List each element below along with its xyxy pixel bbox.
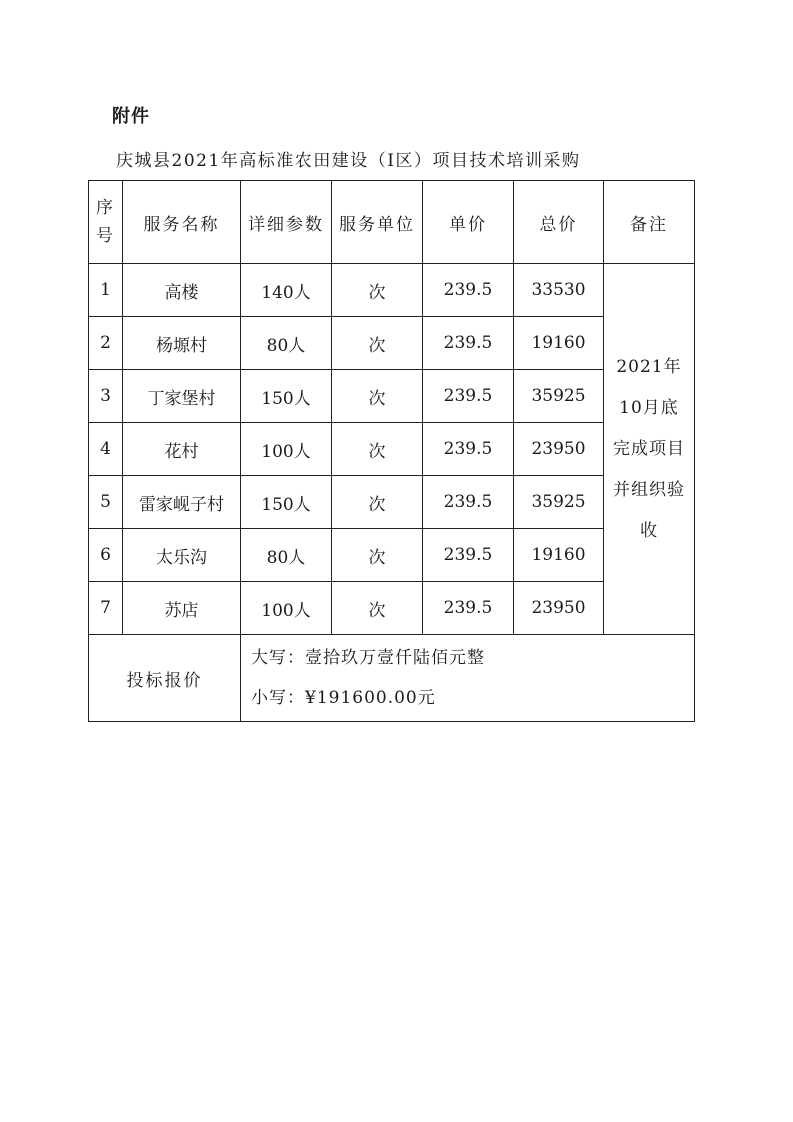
cell-total: 19160	[514, 317, 604, 370]
cell-unit: 次	[332, 370, 423, 423]
remark-cell: 2021年 10月底 完成项目 并组织验 收	[604, 264, 695, 635]
cell-unit: 次	[332, 476, 423, 529]
header-unit-price: 单价	[423, 181, 514, 264]
procurement-table	[88, 180, 695, 722]
header-total-price: 总价	[514, 181, 604, 264]
cell-price: 239.5	[423, 582, 514, 635]
cell-seq: 6	[89, 529, 123, 582]
header-service-name: 服务名称	[123, 181, 241, 264]
cell-total: 23950	[514, 582, 604, 635]
cell-unit: 次	[332, 529, 423, 582]
table-header-row	[89, 181, 695, 264]
cell-details: 100人	[241, 582, 332, 635]
cell-name: 丁家堡村	[123, 370, 241, 423]
bid-row	[89, 635, 695, 722]
cell-details: 80人	[241, 529, 332, 582]
cell-details: 100人	[241, 423, 332, 476]
cell-price: 239.5	[423, 476, 514, 529]
cell-unit: 次	[332, 317, 423, 370]
header-details: 详细参数	[241, 181, 332, 264]
cell-unit: 次	[332, 264, 423, 317]
bid-uppercase: 大写：壹拾玖万壹仟陆佰元整	[251, 648, 485, 668]
cell-unit: 次	[332, 423, 423, 476]
cell-price: 239.5	[423, 529, 514, 582]
bid-label: 投标报价	[89, 635, 241, 722]
attachment-label: 附件	[112, 106, 150, 127]
cell-name: 苏店	[123, 582, 241, 635]
cell-seq: 1	[89, 264, 123, 317]
cell-total: 33530	[514, 264, 604, 317]
cell-unit: 次	[332, 582, 423, 635]
cell-name: 高楼	[123, 264, 241, 317]
cell-name: 雷家岘子村	[123, 476, 241, 529]
cell-total: 35925	[514, 370, 604, 423]
cell-price: 239.5	[423, 264, 514, 317]
header-unit: 服务单位	[332, 181, 423, 264]
cell-price: 239.5	[423, 423, 514, 476]
cell-price: 239.5	[423, 370, 514, 423]
cell-details: 140人	[241, 264, 332, 317]
header-seq: 序 号	[89, 181, 123, 264]
cell-seq: 3	[89, 370, 123, 423]
cell-total: 23950	[514, 423, 604, 476]
cell-details: 150人	[241, 370, 332, 423]
cell-seq: 7	[89, 582, 123, 635]
cell-details: 150人	[241, 476, 332, 529]
cell-total: 19160	[514, 529, 604, 582]
cell-name: 太乐沟	[123, 529, 241, 582]
cell-name: 花村	[123, 423, 241, 476]
bid-amount-cell	[241, 635, 695, 722]
cell-seq: 5	[89, 476, 123, 529]
cell-name: 杨塬村	[123, 317, 241, 370]
cell-details: 80人	[241, 317, 332, 370]
document-title: 庆城县2021年高标准农田建设（I区）项目技术培训采购	[116, 151, 581, 171]
cell-price: 239.5	[423, 317, 514, 370]
cell-seq: 2	[89, 317, 123, 370]
header-remark: 备注	[604, 181, 695, 264]
cell-seq: 4	[89, 423, 123, 476]
bid-lowercase: 小写：¥191600.00元	[251, 688, 436, 708]
cell-total: 35925	[514, 476, 604, 529]
table-row	[89, 264, 695, 317]
